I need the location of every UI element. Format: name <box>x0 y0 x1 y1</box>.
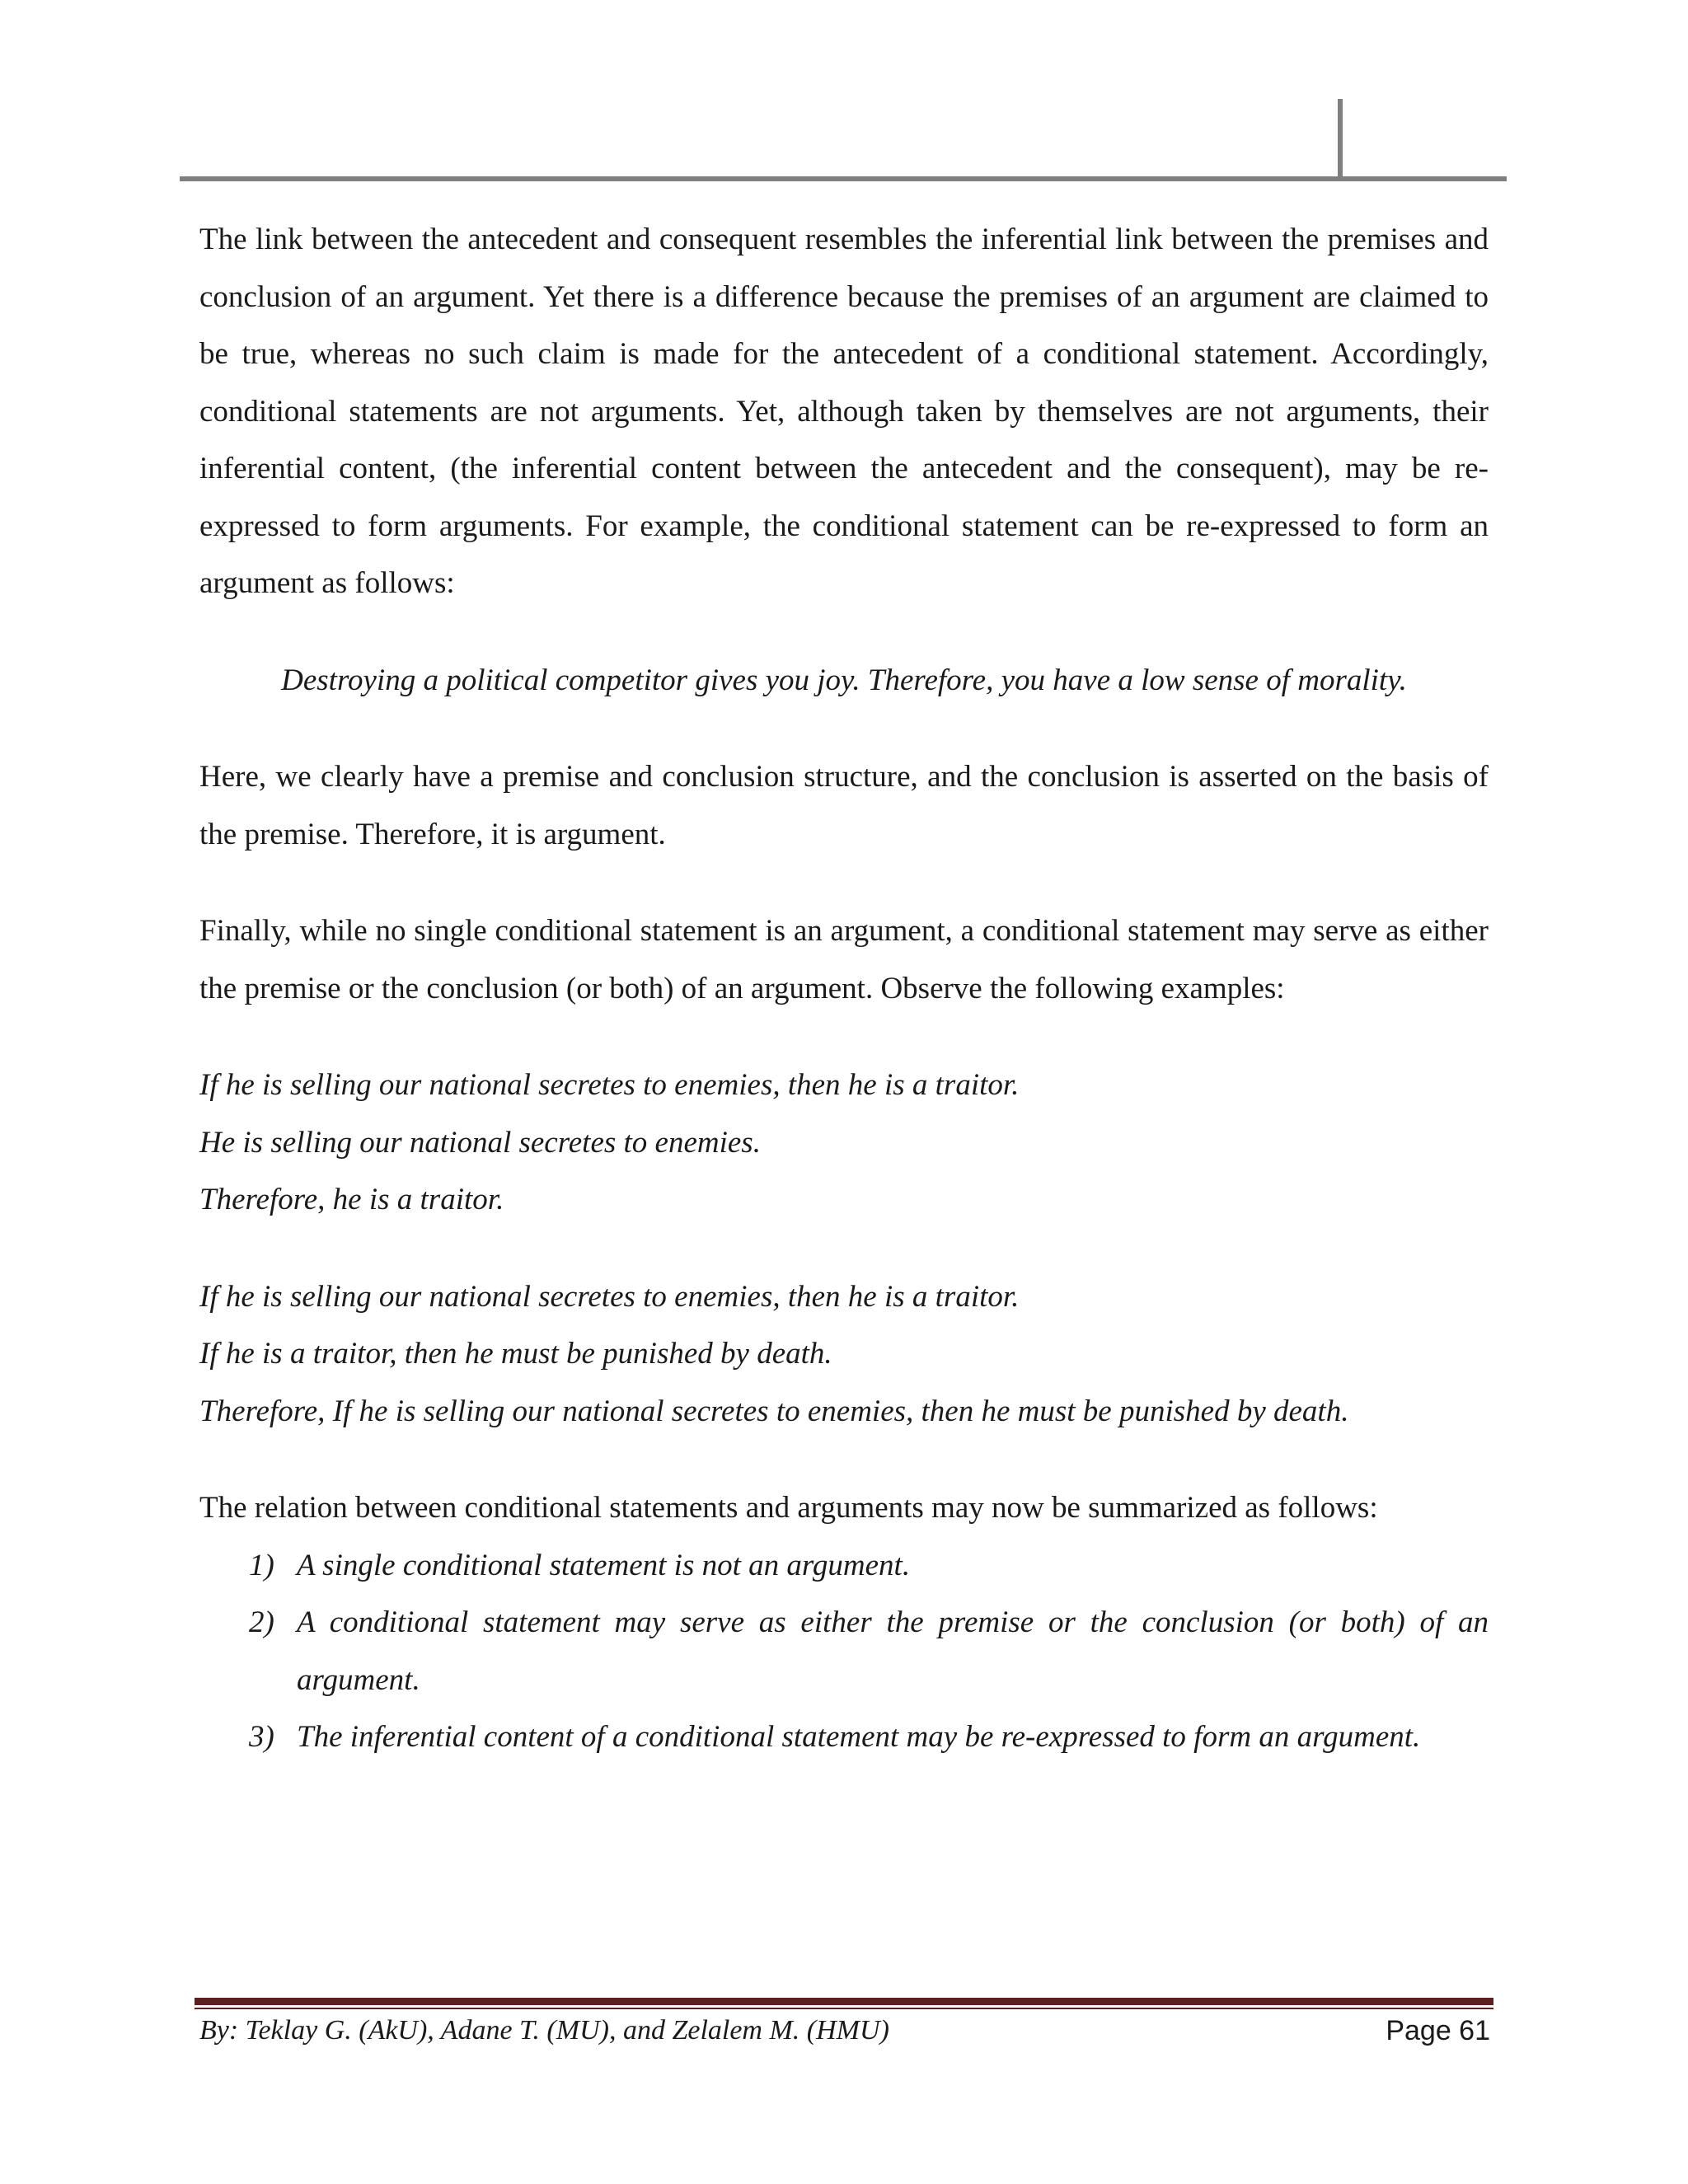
summary-list <box>199 1537 1489 1766</box>
header-tick-mark <box>1338 99 1343 180</box>
summary-number: 1) <box>249 1548 274 1582</box>
footer-rule <box>195 1998 1493 2005</box>
footer-rule-thin <box>195 2008 1493 2009</box>
summary-text: The inferential content of a conditional statement may be re-expressed to form an argument. <box>297 1720 1421 1754</box>
example-argument-2 <box>199 1268 1489 1441</box>
summary-text: A single conditional statement is not an argument. <box>297 1548 911 1582</box>
example-argument-1 <box>199 1057 1489 1229</box>
summary-number: 2) <box>249 1605 274 1639</box>
example-reexpressed-argument: Destroying a political competitor gives you joy. Therefore, you have a low sense of morality. <box>281 663 1407 697</box>
header-rule <box>180 176 1507 181</box>
example-line: If he is selling our national secretes to enemies, then he is a traitor. <box>199 1068 1020 1102</box>
footer-authors: By: Teklay G. (AkU), Adane T. (MU), and Zelalem M. (HMU) <box>199 2015 889 2046</box>
example-line: He is selling our national secretes to enemies. <box>199 1125 761 1160</box>
paragraph-conditional-vs-argument: The link between the antecedent and consequent resembles the inferential link between the premises and conclusion of an argument. Yet there is a difference because the premises of an argument are claimed to be true, whereas no such claim is made for the antecedent of a conditional statement. Accordingly, conditional statements are not arguments. Yet, although taken by themselves are not arguments, their inferential content, (the inferential content between the antecedent and the consequent), may be re-expressed to form arguments. For example, the conditional statement can be re-expressed to form an argument as follows: <box>199 223 1489 600</box>
example-line: If he is a traitor, then he must be punished by death. <box>199 1337 832 1371</box>
page-number: Page 61 <box>1386 2015 1490 2046</box>
summary-item <box>199 1594 1489 1708</box>
paragraph-conditional-as-premise: Finally, while no single conditional statement is an argument, a conditional statement may serve as either the premise or the conclusion (or both) of an argument. Observe the following examples: <box>199 914 1489 1005</box>
summary-text: A conditional statement may serve as either the premise or the conclusion (or both) of an argument. <box>297 1605 1489 1697</box>
paragraph-premise-conclusion: Here, we clearly have a premise and conclusion structure, and the conclusion is asserted on the basis of the premise. Therefore, it is argument. <box>199 760 1489 851</box>
page-body <box>199 211 1489 1766</box>
summary-number: 3) <box>249 1720 274 1754</box>
paragraph-summary-intro: The relation between conditional statements and arguments may now be summarized as follows: <box>199 1491 1378 1525</box>
summary-item <box>199 1537 1489 1595</box>
summary-item <box>199 1708 1489 1766</box>
example-line: If he is selling our national secretes to enemies, then he is a traitor. <box>199 1279 1020 1314</box>
example-line: Therefore, If he is selling our national secretes to enemies, then he must be punished by death. <box>199 1394 1349 1428</box>
example-line: Therefore, he is a traitor. <box>199 1183 504 1216</box>
